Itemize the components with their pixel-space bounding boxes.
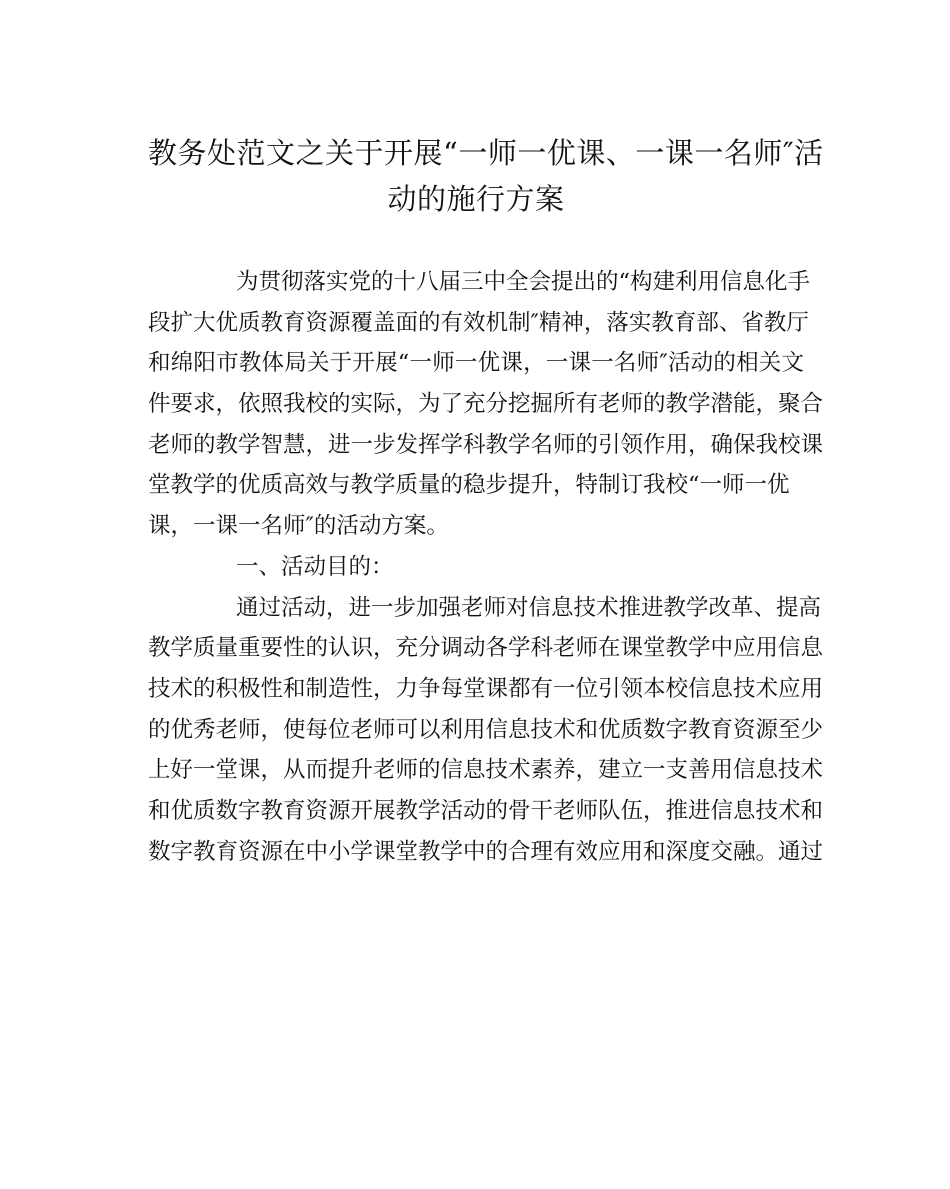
paragraph-line: 和优质数字教育资源开展教学活动的骨干老师队伍，推进信息技术和 [148,797,824,824]
paragraph-line: 段扩大优质教育资源覆盖面的有效机制″精神，落实教育部、省教厅 [148,309,809,336]
paragraph-line: 堂教学的优质高效与教学质量的稳步提升，特制订我校“一师一优 [148,472,790,499]
paragraph-line: 老师的教学智慧，进一步发挥学科教学名师的引领作用，确保我校课 [148,431,824,458]
paragraph-line: 为贯彻落实党的十八届三中全会提出的“构建利用信息化手 [236,269,811,295]
paragraph-line: 和绵阳市教体局关于开展“一师一优课，一课一名师″活动的相关文 [148,350,804,377]
intro-paragraph [148,262,824,547]
paragraph-line: 上好一堂课，从而提升老师的信息技术素养，建立一支善用信息技术 [148,757,824,784]
paragraph-line: 教学质量重要性的认识，充分调动各学科老师在课堂教学中应用信息 [148,635,824,662]
section-paragraph [148,588,824,873]
paragraph-line: 通过活动，进一步加强老师对信息技术推进教学改革、提高 [236,594,822,621]
section-heading: 一、活动目的： [236,553,394,580]
paragraph-line: 课，一课一名师″的活动方案。 [148,513,449,540]
document-title [148,130,824,222]
title-line-2: 动的施行方案 [387,182,565,216]
paragraph-line: 技术的积极性和制造性，力争每堂课都有一位引领本校信息技术应用 [148,675,824,702]
paragraph-line: 的优秀老师，使每位老师可以利用信息技术和优质数字教育资源至少 [148,716,824,743]
document-body [148,262,824,872]
paragraph-line: 件要求，依照我校的实际，为了充分挖掘所有老师的教学潜能，聚合 [148,391,824,418]
title-line-1: 教务处范文之关于开展“一师一优课、一课一名师″活 [148,136,824,170]
paragraph-line: 数字教育资源在中小学课堂教学中的合理有效应用和深度交融。通过 [148,838,824,865]
